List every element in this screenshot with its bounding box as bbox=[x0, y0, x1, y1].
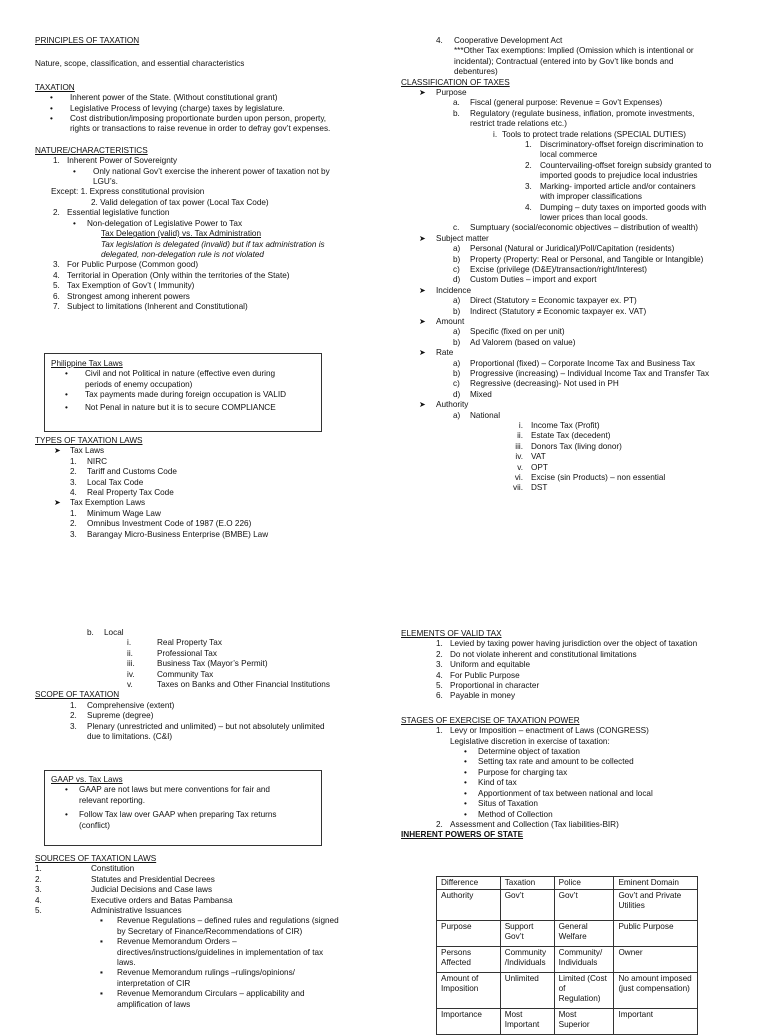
list-item: 4. Real Property Tax Code bbox=[70, 488, 174, 498]
list-item: 1. Comprehensive (extent) bbox=[70, 700, 175, 710]
national-taxes-list bbox=[453, 421, 735, 494]
list-item: c) Excise (privilege (D&E)/transaction/right/Interest) bbox=[453, 264, 648, 274]
list-item: • Civil and not Political in nature (effective even during bbox=[65, 369, 276, 379]
issuances-list: ▪ Revenue Regulations – defined rules and regulations (signed by Secretary of Finance/Recommendations of CIR) ▪ Revenue Memorandum Orders – directives/instructions/guidelines in implementation of tax laws. ▪ Revenue Memorandum rulings –rulings/opinions/ interpretation of CIR ▪ Revenue Memorandum Circulars – applicability and amplification of laws bbox=[35, 916, 380, 1010]
types-section bbox=[35, 436, 375, 540]
list-item: 2. Supreme (degree) bbox=[70, 711, 154, 721]
incidence-list bbox=[401, 296, 735, 317]
table-row: Persons Affected Community /Individuals Community/ Individuals Owner bbox=[437, 947, 698, 973]
list-item: 4. Cooperative Development Act bbox=[436, 36, 563, 45]
right-column-bottom bbox=[401, 629, 741, 841]
list-item: 3. For Public Purpose (Common good) bbox=[53, 260, 199, 270]
list-item: • Not Penal in nature but it is to secure COMPLIANCE bbox=[65, 402, 276, 412]
table-row: Purpose Support Gov’t General Welfare Public Purpose bbox=[437, 921, 698, 947]
list-item: ➤ Tax Laws bbox=[54, 446, 105, 456]
list-item: v. OPT bbox=[517, 462, 548, 472]
nature-list: 1. Inherent Power of Sovereignty • Only national Gov’t exercise the inherent power of taxation not by LGU’s. Except: 1. Express constitutional provision 2. Valid delegation of tax power (Local Tax Code) 2. Essential legislative function • Non-delegation of Legislative Power to Tax Tax Delegation (valid) vs. Tax Administration Tax legislation is delegated (invalid) but if tax administration is delegated, non-delegation rule is not violated 3. For Public Purpose (Common good) 4. Territorial in Operation (Only within the territories of the State) 5. Tax Exemption of Gov’t ( Immunity) 6. Strongest among inherent powers 7. Subject to limitations (Inherent and Constitutional) bbox=[35, 156, 375, 312]
list-item: a) Specific (fixed on per unit) bbox=[453, 327, 565, 337]
list-item: ➤ Incidence bbox=[419, 285, 472, 295]
list-item: 2. Do not violate inherent and constitutional limitations bbox=[436, 649, 637, 659]
sources-section bbox=[35, 854, 380, 1010]
classification-heading: CLASSIFICATION OF TAXES bbox=[401, 77, 510, 87]
list-item: • Method of Collection bbox=[464, 809, 553, 819]
list-item: • Determine object of taxation bbox=[464, 747, 580, 757]
purpose-list: a. Fiscal (general purpose: Revenue = Gov’t Expenses) b. Regulatory (regulate business, inflation, promote investments, restrict trade relations etc.) i. Tools to protect trade relations (SPECIAL DUTIES) 1. Discriminatory-offset foreign discrimination to local commerce 2. Countervailing-offset foreign subsidy granted to imported goods to prejudice local industries 3. Marking- imported article and/or containers with improper classifications 4. Dumping – duty taxes on imported goods with lower prices than local goods. c. Sumptuary (social/economic objectives – distribution of wealth) bbox=[401, 98, 735, 233]
exemption-laws-list bbox=[35, 509, 375, 540]
table-row: Difference Taxation Police Eminent Domain bbox=[437, 877, 698, 890]
list-item: ▪ Revenue Memorandum Orders – bbox=[100, 937, 237, 947]
list-item: 2. Countervailing-offset foreign subsidy granted to bbox=[525, 160, 712, 170]
tax-laws-list bbox=[35, 457, 375, 499]
table-row: Authority Gov’t Gov’t Gov’t and Private Utilities bbox=[437, 890, 698, 921]
discretion-list bbox=[436, 747, 741, 820]
doc-subtitle: Nature, scope, classification, and essential characteristics bbox=[35, 59, 245, 69]
list-item: 4. For Public Purpose bbox=[436, 670, 520, 680]
list-item: 1. Levy or Imposition – enactment of Laws (CONGRESS) bbox=[436, 726, 649, 736]
right-column-top: 4. Cooperative Development Act ***Other Tax exemptions: Implied (Omission which is intentional or incidental); Contractual (entered into by Gov’t like bonds and debentures) CLASSIFICATION OF TAXES ➤ Purpose a. Fiscal (general purpose: Revenue = Gov’t Expenses) b. Regulatory (regulate business, inflation, promote investments, restrict trade relations etc.) i. Tools to protect trade relations (SPECIAL DUTIES) 1. Discriminatory-offset foreign discrimination to local commerce 2. Countervailing-offset foreign subsidy granted to imported goods to prejudice local industries 3. Marking- imported article and/or containers with improper classifications 4. Dumping – duty taxes on imported goods with lower prices than local goods. c. Sumptuary (social/economic objectives – distribution of wealth) ➤ Subject matter a) Personal (Natural or Juridical)/Poll/Capitation (residents) b) Property (Property: Real or Personal, and Tangible or Intangible) c) Excise (privilege (D&E)/transaction/right/Interest) d) Custom Duties – import and export ➤ Incidence a) Direct (Statutory = Economic taxpayer ex. PT) b) Indirect (Statutory ≠ Economic taxpayer ex. VAT) ➤ Amount a) Specific (fixed on per unit) b) Ad Valorem (based on value) ➤ Rate a) Proportional (fixed) – Corporate Income Tax and Business Tax b) Progressive (increasing) – Individual Income Tax and Transfer Tax c) Regressive (decreasing)- Not used in PH d) Mixed ➤ Authority a) National i. Income Tax (Profit) ii. Estate Tax (decedent) iii. Donors Tax (living donor) iv. VAT v. OPT vi. Excise (sin Products) – non essential vii. DST bbox=[401, 36, 735, 494]
list-item: a. Fiscal (general purpose: Revenue = Gov’t Expenses) bbox=[453, 98, 663, 108]
list-item: 2. Assessment and Collection (Tax liabilities-BIR) bbox=[436, 819, 619, 829]
list-item: iv. VAT bbox=[515, 452, 546, 462]
list-item: 2. Omnibus Investment Code of 1987 (E.O 226) bbox=[70, 519, 252, 529]
list-item: b) Ad Valorem (based on value) bbox=[453, 337, 576, 347]
list-item: • Purpose for charging tax bbox=[464, 767, 568, 777]
list-item: • Non-delegation of Legislative Power to Tax bbox=[73, 218, 243, 228]
list-item: v. Taxes on Banks and Other Financial Institutions bbox=[127, 680, 330, 690]
list-item: • Follow Tax law over GAAP when preparing Tax returns bbox=[65, 810, 277, 820]
list-item: • Kind of tax bbox=[464, 778, 517, 788]
list-item: ▪ Revenue Memorandum Circulars – applicability and bbox=[100, 989, 305, 999]
inherent-heading: INHERENT POWERS OF STATE bbox=[401, 830, 524, 840]
box-heading: GAAP vs. Tax Laws bbox=[51, 775, 123, 784]
list-item: • Situs of Taxation bbox=[464, 799, 538, 809]
amount-list bbox=[401, 327, 735, 348]
list-item: 5. Proportional in character bbox=[436, 681, 540, 691]
list-item: 2. Essential legislative function bbox=[53, 208, 170, 218]
list-item: • GAAP are not laws but mere conventions for fair and bbox=[65, 785, 270, 795]
local-taxes-list bbox=[35, 638, 380, 690]
authority-list bbox=[401, 411, 735, 494]
nature-heading: NATURE/CHARACTERISTICS bbox=[35, 145, 148, 155]
sources-list bbox=[35, 864, 380, 916]
table-row: Amount of Imposition Unlimited Limited (Cost of Regulation) No amount imposed (just compensation) bbox=[437, 973, 698, 1009]
types-heading: TYPES OF TAXATION LAWS bbox=[35, 436, 143, 445]
rate-list bbox=[401, 359, 735, 401]
list-item: d) Mixed bbox=[453, 389, 492, 399]
list-item: iii. Donors Tax (living donor) bbox=[515, 441, 622, 451]
stages-list: 1. Levy or Imposition – enactment of Laws (CONGRESS) Legislative discretion in exercise of taxation: • Determine object of taxation • Setting tax rate and amount to be collected • Purpose for charging tax • Kind of tax • Apportionment of tax between national and local • Situs of Taxation • Method of Collection 2. Assessment and Collection (Tax liabilities-BIR) bbox=[401, 726, 741, 830]
philippine-tax-laws-box: Philippine Tax Laws • Civil and not Political in nature (effective even during periods of enemy occupation) • Tax payments made during foreign occupation is VALID • Not Penal in nature but it is to secure COMPLIANCE bbox=[44, 353, 322, 432]
list-item: ➤ Rate bbox=[419, 348, 454, 358]
list-item: • Tax payments made during foreign occupation is VALID bbox=[65, 390, 287, 400]
list-item: iii. Business Tax (Mayor’s Permit) bbox=[127, 659, 268, 669]
left-column-bottom bbox=[35, 628, 380, 742]
list-item: i. Tools to protect trade relations (SPECIAL DUTIES) bbox=[493, 129, 686, 139]
doc-title: PRINCIPLES OF TAXATION bbox=[35, 36, 140, 45]
list-item: ▪ Revenue Memorandum rulings –rulings/opinions/ bbox=[100, 968, 295, 978]
list-item: vi. Excise (sin Products) – non essential bbox=[514, 473, 666, 483]
list-item: b) Progressive (increasing) – Individual Income Tax and Transfer Tax bbox=[453, 369, 710, 378]
list-item: 3. Local Tax Code bbox=[70, 477, 144, 487]
list-item: ➤ Purpose bbox=[419, 88, 467, 98]
list-item: a) Direct (Statutory = Economic taxpayer ex. PT) bbox=[453, 296, 637, 306]
list-item: a) Proportional (fixed) – Corporate Income Tax and Business Tax bbox=[453, 358, 695, 368]
list-item: a) National bbox=[453, 410, 501, 420]
list-item: 1. NIRC bbox=[70, 456, 108, 466]
list-item: i. Real Property Tax bbox=[127, 638, 222, 648]
list-item: ➤ Authority bbox=[419, 400, 469, 410]
list-item: a) Personal (Natural or Juridical)/Poll/Capitation (residents) bbox=[453, 244, 675, 254]
list-item: ii. Professional Tax bbox=[127, 648, 217, 658]
sources-heading: SOURCES OF TAXATION LAWS bbox=[35, 854, 157, 863]
list-item: • Inherent power of the State. (Without constitutional grant) bbox=[50, 93, 278, 103]
list-item: iv. Community Tax bbox=[127, 669, 214, 679]
list-item: ▪ Revenue Regulations – defined rules and regulations (signed bbox=[100, 916, 339, 926]
list-item: ➤ Subject matter bbox=[419, 233, 489, 243]
list-item: 5. Administrative Issuances bbox=[35, 906, 182, 916]
list-item: c) Regressive (decreasing)- Not used in PH bbox=[453, 379, 619, 389]
list-item: vii. DST bbox=[512, 483, 548, 493]
subject-list bbox=[401, 244, 735, 286]
list-item: • Setting tax rate and amount to be collected bbox=[464, 757, 634, 767]
list-item: 3. Plenary (unrestricted and unlimited) – but not absolutely unlimited bbox=[70, 721, 325, 731]
list-item: c. Sumptuary (social/economic objectives – distribution of wealth) bbox=[453, 223, 698, 233]
list-item: 2. Statutes and Presidential Decrees bbox=[35, 874, 215, 884]
list-item: 5. Tax Exemption of Gov’t ( Immunity) bbox=[53, 281, 195, 291]
list-item: 3. Judicial Decisions and Case laws bbox=[35, 885, 213, 895]
list-item: 6. Payable in money bbox=[436, 691, 516, 701]
box-heading: Philippine Tax Laws bbox=[51, 359, 123, 368]
elements-list bbox=[401, 639, 741, 701]
list-item: d) Custom Duties – import and export bbox=[453, 275, 597, 285]
left-column-top bbox=[35, 36, 375, 312]
list-item: b) Indirect (Statutory ≠ Economic taxpayer ex. VAT) bbox=[453, 306, 647, 316]
list-item: 3. Barangay Micro-Business Enterprise (BMBE) Law bbox=[70, 529, 269, 539]
list-item: 4. Dumping – duty taxes on imported goods with bbox=[525, 202, 707, 212]
scope-list: 1. Comprehensive (extent) 2. Supreme (degree) 3. Plenary (unrestricted and unlimited) – but not absolutely unlimited due to limitations. (C&I) bbox=[35, 701, 380, 743]
inherent-powers-table bbox=[436, 876, 698, 1035]
list-item: 3. Marking- imported article and/or containers bbox=[525, 181, 696, 191]
list-item: ➤ Tax Exemption Laws bbox=[54, 498, 146, 508]
list-item: • Legislative Process of levying (charge) taxes by legislature. bbox=[50, 103, 285, 113]
gaap-vs-tax-laws-box: GAAP vs. Tax Laws • GAAP are not laws but mere conventions for fair and relevant reporting. • Follow Tax law over GAAP when preparing Tax returns (conflict) bbox=[44, 770, 322, 846]
stages-heading: STAGES OF EXERCISE OF TAXATION POWER bbox=[401, 715, 580, 725]
list-item: 4. Territorial in Operation (Only within the territories of the State) bbox=[53, 270, 290, 280]
list-item: 7. Subject to limitations (Inherent and Constitutional) bbox=[53, 301, 248, 311]
list-item: 1. Minimum Wage Law bbox=[70, 508, 161, 518]
list-item: 6. Strongest among inherent powers bbox=[53, 291, 190, 301]
list-item: • Cost distribution/imposing proportionate burden upon person, property, bbox=[50, 114, 327, 124]
scope-heading: SCOPE OF TAXATION bbox=[35, 690, 120, 700]
list-item: 1. Levied by taxing power having jurisdiction over the object of taxation bbox=[436, 639, 698, 649]
list-item: ii. Estate Tax (decedent) bbox=[517, 431, 611, 441]
list-item: ➤ Amount bbox=[419, 316, 465, 326]
taxation-list: • Inherent power of the State. (Without constitutional grant) • Legislative Process of levying (charge) taxes by legislature. • Cost distribution/imposing proportionate burden upon person, property, rights or transactions to raise revenue in order to defray gov’t expenses. bbox=[35, 93, 375, 135]
special-duties-list: 1. Discriminatory-offset foreign discrimination to local commerce 2. Countervailing-offset foreign subsidy granted to imported goods to prejudice local industries 3. Marking- imported article and/or containers with improper classifications 4. Dumping – duty taxes on imported goods with lower prices than local goods. bbox=[453, 140, 735, 223]
list-item: b. Local bbox=[87, 628, 124, 637]
list-item: 4. Executive orders and Batas Pambansa bbox=[35, 895, 233, 905]
list-item: 2. Tariff and Customs Code bbox=[70, 467, 177, 477]
list-item: 1. Discriminatory-offset foreign discrimination to bbox=[525, 140, 704, 150]
elements-heading: ELEMENTS OF VALID TAX bbox=[401, 629, 502, 638]
taxation-heading: TAXATION bbox=[35, 82, 75, 92]
list-item: 1. Inherent Power of Sovereignty bbox=[53, 156, 178, 166]
table-row: Importance Most Important Most Superior Important bbox=[437, 1009, 698, 1035]
list-item: • Apportionment of tax between national and local bbox=[464, 788, 653, 798]
list-item: i. Income Tax (Profit) bbox=[518, 421, 600, 431]
list-item: b. Regulatory (regulate business, inflation, promote investments, bbox=[453, 108, 695, 118]
list-item: b) Property (Property: Real or Personal, and Tangible or Intangible) bbox=[453, 254, 704, 264]
list-item: 1. Constitution bbox=[35, 864, 135, 874]
list-item: • Only national Gov’t exercise the inherent power of taxation not by bbox=[73, 166, 330, 176]
list-item: 3. Uniform and equitable bbox=[436, 660, 531, 670]
